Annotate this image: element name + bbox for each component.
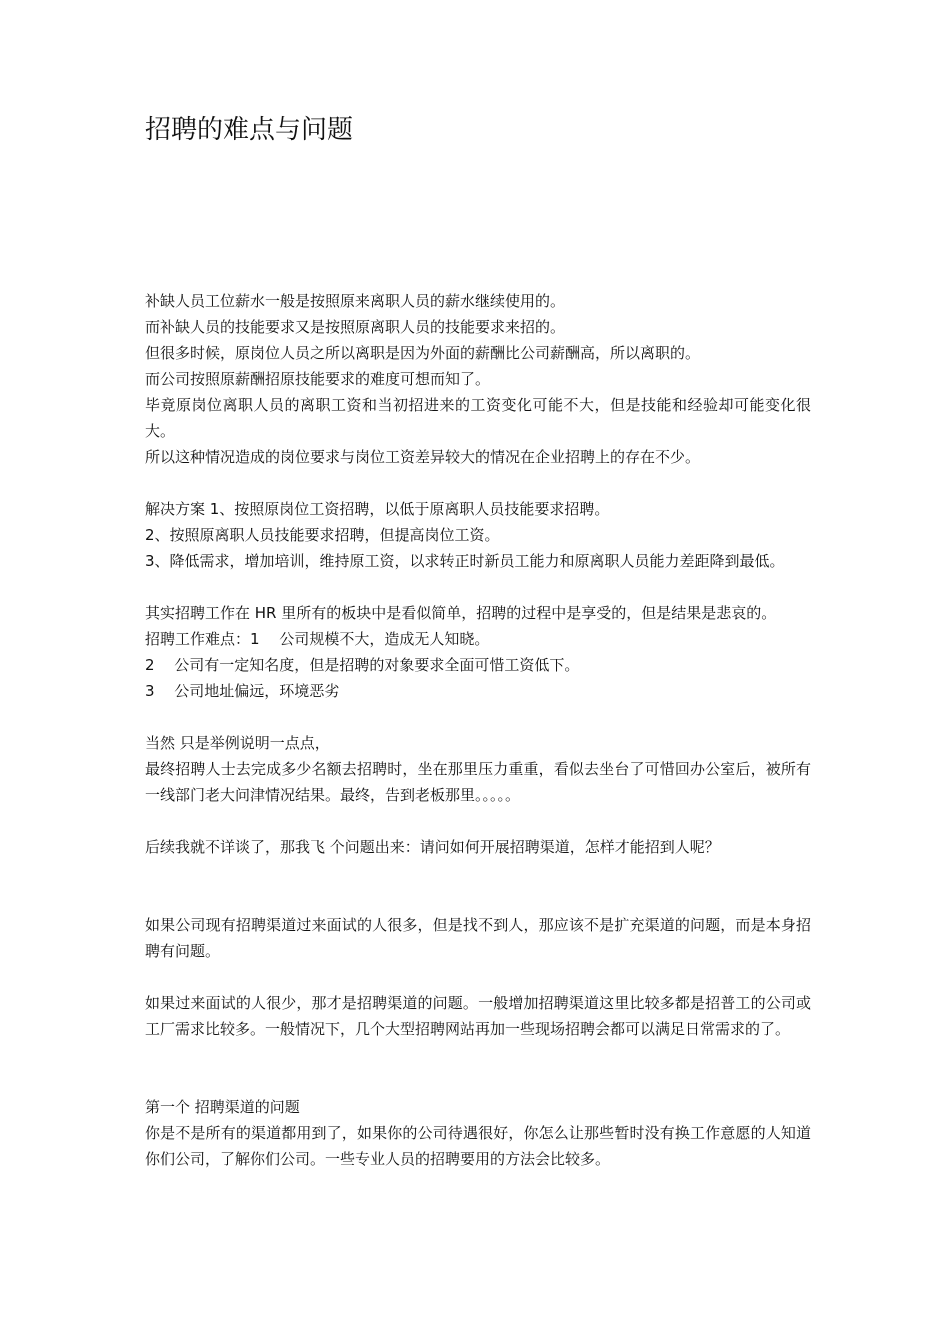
difficulty-line: 招聘工作难点：1 公司规模不大，造成无人知晓。 — [145, 630, 490, 648]
paragraph-gap — [145, 860, 811, 912]
document-title: 招聘的难点与问题 — [145, 115, 354, 145]
difficulty-line: 3 公司地址偏远，环境恶劣 — [145, 682, 340, 700]
paragraph-line: 如果公司现有招聘渠道过来面试的人很多，但是找不到人，那应该不是扩充渠道的问题，而是本身招聘有问题。 — [145, 916, 811, 960]
paragraph-gap — [145, 1042, 811, 1094]
paragraph-line: 你是不是所有的渠道都用到了，如果你的公司待遇很好，你怎么让那些暂时没有换工作意愿的人知道你们公司，了解你们公司。一些专业人员的招聘要用的方法会比较多。 — [145, 1124, 811, 1168]
paragraph-gap — [145, 704, 811, 730]
paragraph-gap — [145, 574, 811, 600]
paragraph-gap — [145, 470, 811, 496]
paragraph-line: 所以这种情况造成的岗位要求与岗位工资差异较大的情况在企业招聘上的存在不少。 — [145, 448, 701, 466]
paragraph-line: 而补缺人员的技能要求又是按照原离职人员的技能要求来招的。 — [145, 318, 566, 336]
solution-line: 解决方案 1、按照原岗位工资招聘，以低于原离职人员技能要求招聘。 — [145, 500, 610, 518]
section-heading: 第一个 招聘渠道的问题 — [145, 1098, 300, 1116]
paragraph-line: 但很多时候，原岗位人员之所以离职是因为外面的薪酬比公司薪酬高，所以离职的。 — [145, 344, 701, 362]
paragraph-gap — [145, 964, 811, 990]
paragraph-line: 而公司按照原薪酬招原技能要求的难度可想而知了。 — [145, 370, 491, 388]
paragraph-line: 当然 只是举例说明一点点， — [145, 734, 330, 752]
solution-line: 2、按照原离职人员技能要求招聘，但提高岗位工资。 — [145, 526, 500, 544]
solution-line: 3、降低需求，增加培训，维持原工资，以求转正时新员工能力和原离职人员能力差距降到最低。 — [145, 552, 785, 570]
paragraph-gap — [145, 808, 811, 834]
difficulty-line: 2 公司有一定知名度，但是招聘的对象要求全面可惜工资低下。 — [145, 656, 580, 674]
paragraph-line: 其实招聘工作在 HR 里所有的板块中是看似简单，招聘的过程中是享受的，但是结果是悲哀的。 — [145, 604, 777, 622]
paragraph-line: 补缺人员工位薪水一般是按照原来离职人员的薪水继续使用的。 — [145, 292, 566, 310]
question-line: 后续我就不详谈了，那我飞 个问题出来：请问如何开展招聘渠道，怎样才能招到人呢？ — [145, 838, 720, 856]
document-body — [145, 288, 811, 1172]
paragraph-line: 毕竟原岗位离职人员的离职工资和当初招进来的工资变化可能不大，但是技能和经验却可能变化很大。 — [145, 396, 811, 440]
paragraph-line: 最终招聘人士去完成多少名额去招聘时，坐在那里压力重重，看似去坐台了可惜回办公室后，被所有一线部门老大问津情况结果。最终，告到老板那里。。。。。 — [145, 760, 811, 804]
paragraph-line: 如果过来面试的人很少，那才是招聘渠道的问题。一般增加招聘渠道这里比较多都是招普工的公司或工厂需求比较多。一般情况下，几个大型招聘网站再加一些现场招聘会都可以满足日常需求的了。 — [145, 994, 811, 1038]
